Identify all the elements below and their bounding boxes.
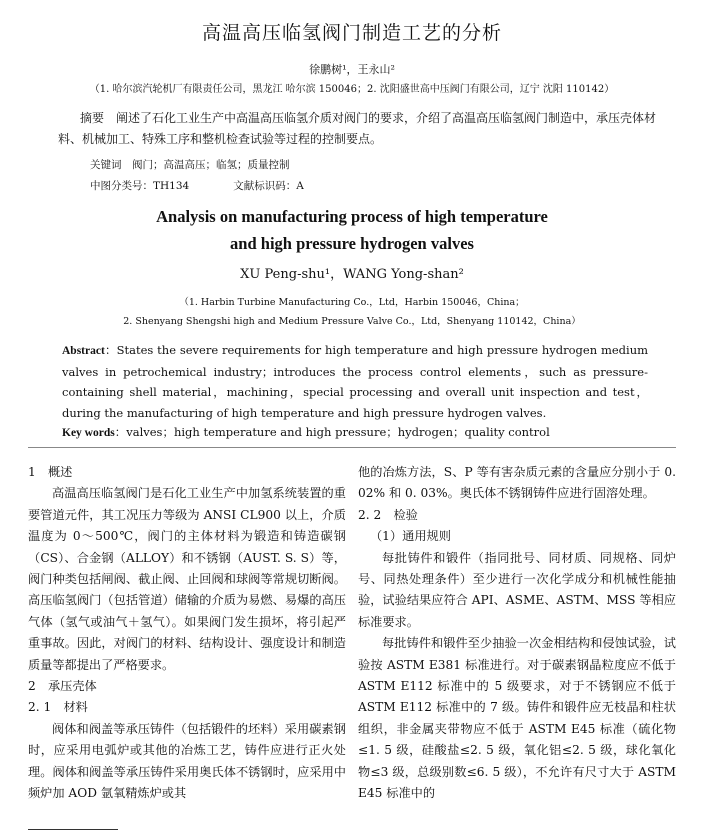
affiliation-en-1: （1. Harbin Turbine Manufacturing Co.，Ltd，Harbin 150046，China； bbox=[179, 297, 525, 308]
paragraph-sampling: 每批铸件和锻件（指同批号、同材质、同规格、同炉号、同热处理条件）至少进行一次化学成分和机械性能抽验，试验结果应符合 API、ASME、ASTM、MSS 等相应标准要求。 bbox=[358, 550, 676, 629]
section-heading-shell: 2 承压壳体 bbox=[28, 679, 97, 694]
keywords-en-label: Key words bbox=[62, 427, 115, 439]
authors-en: XU Peng-shu¹，WANG Yong-shan² bbox=[240, 267, 464, 282]
paper-title-cn: 高温高压临氢阀门制造工艺的分析 bbox=[201, 22, 502, 44]
classification-line bbox=[90, 178, 304, 193]
keywords-cn: 关键词 阀门；高温高压；临氢；质量控制 bbox=[90, 159, 290, 171]
paragraph-overview: 高温高压临氢阀门是石化工业生产中加氢系统装置的重要管道元件，其工况压力等级为 ANSI CL900 以上，介质温度为 0～500℃，阀门的主体材料为锻造和铸造碳钢（CS）、合金钢（ALLOY）和不锈钢（AUST. S. S）等，阀门种类包括闸阀、截止阀、止回阀和球阀等常规切断阀。高压临氢阀门（包括管道）储输的介质为易燃、易爆的高压气体（氢气或油气＋氢气）。如果阀门发生损坏，将引起严重事故。因此，对阀门的材料、结构设计、强度设计和制造质量等都提出了严格要求。 bbox=[28, 486, 346, 672]
affiliation-en-2: 2. Shenyang Shengshi high and Medium Pressure Valve Co.，Ltd，Shenyang 110142，China） bbox=[123, 316, 581, 327]
paragraph-material-cont: 他的冶炼方法，S、P 等有害杂质元素的含量应分别小于 0. 02% 和 0. 03%。奥氏体不锈钢铸件应进行固溶处理。 bbox=[358, 465, 676, 501]
subsection-heading-inspection: 2. 2 检验 bbox=[358, 507, 418, 522]
classification-number: 中图分类号：TH134 bbox=[90, 180, 190, 192]
keywords-en-text: ：valves；high temperature and high pressure；hydrogen；quality control bbox=[114, 425, 550, 439]
title-en-line1: Analysis on manufacturing process of high temperature bbox=[156, 207, 548, 226]
paragraph-metallography: 每批铸件和锻件至少抽验一次金相结构和侵蚀试验，试验按 ASTM E381 标准进行。对于碳素钢晶粒度应不低于 ASTM E112 标准中的 5 级要求，对于不锈钢应不低于 ASTM E112 标准中的 7 级。铸件和锻件应无枝晶和柱状组织，非金属夹带物应不低于 ASTM E45 标准（硫化物≤1. 5 级，硅酸盐≤2. 5 级，氧化铝≤2. 5 级，球化氧化物≤3 级，总级别数≤6. 5 级），不允许有尺寸大于 ASTM E45 标准中的 bbox=[358, 636, 676, 801]
paper-title-en bbox=[0, 203, 704, 257]
body-left-column bbox=[28, 462, 346, 805]
abstract-en bbox=[62, 340, 648, 423]
keywords-en bbox=[62, 424, 550, 440]
section-divider bbox=[28, 447, 676, 448]
section-heading-overview: 1 概述 bbox=[28, 465, 73, 479]
document-code: 文献标识码：A bbox=[233, 180, 304, 192]
rule-heading-general: （1）通用规则 bbox=[370, 529, 451, 544]
authors-cn: 徐鹏树¹，王永山² bbox=[309, 63, 395, 76]
paragraph-material: 阀体和阀盖等承压铸件（包括锻件的坯料）采用碳素钢时，应采用电弧炉或其他的冶炼工艺，铸件应进行正火处理。阀体和阀盖等承压铸件采用奥氏体不锈钢时，应采用中频炉加 AOD 氩氧精炼炉或其 bbox=[28, 721, 346, 801]
title-en-line2: and high pressure hydrogen valves bbox=[230, 234, 474, 253]
abstract-en-text: ：States the severe requirements for high temperature and high pressure hydrogen medium valves in petrochemical industry；introduces the process control elements，such as pressure-containing shell material，machining，special processing and overall unit inspection and test，during the manufacturing of high temperature and high pressure hydrogen valves. bbox=[62, 343, 648, 420]
body-right-column bbox=[358, 462, 676, 805]
abstract-en-label: Abstract bbox=[62, 345, 105, 357]
affiliations-en bbox=[0, 293, 704, 331]
abstract-cn: 摘要 阐述了石化工业生产中高温高压临氢介质对阀门的要求，介绍了高温高压临氢阀门制造中，承压壳体材料、机械加工、特殊工序和整机检查试验等过程的控制要点。 bbox=[58, 111, 657, 146]
affiliations-cn: （1. 哈尔滨汽轮机厂有限责任公司，黑龙江 哈尔滨 150046；2. 沈阳盛世高中压阀门有限公司，辽宁 沈阳 110142） bbox=[89, 84, 615, 95]
subsection-heading-material: 2. 1 材料 bbox=[28, 700, 88, 715]
footnote-rule bbox=[28, 829, 118, 830]
